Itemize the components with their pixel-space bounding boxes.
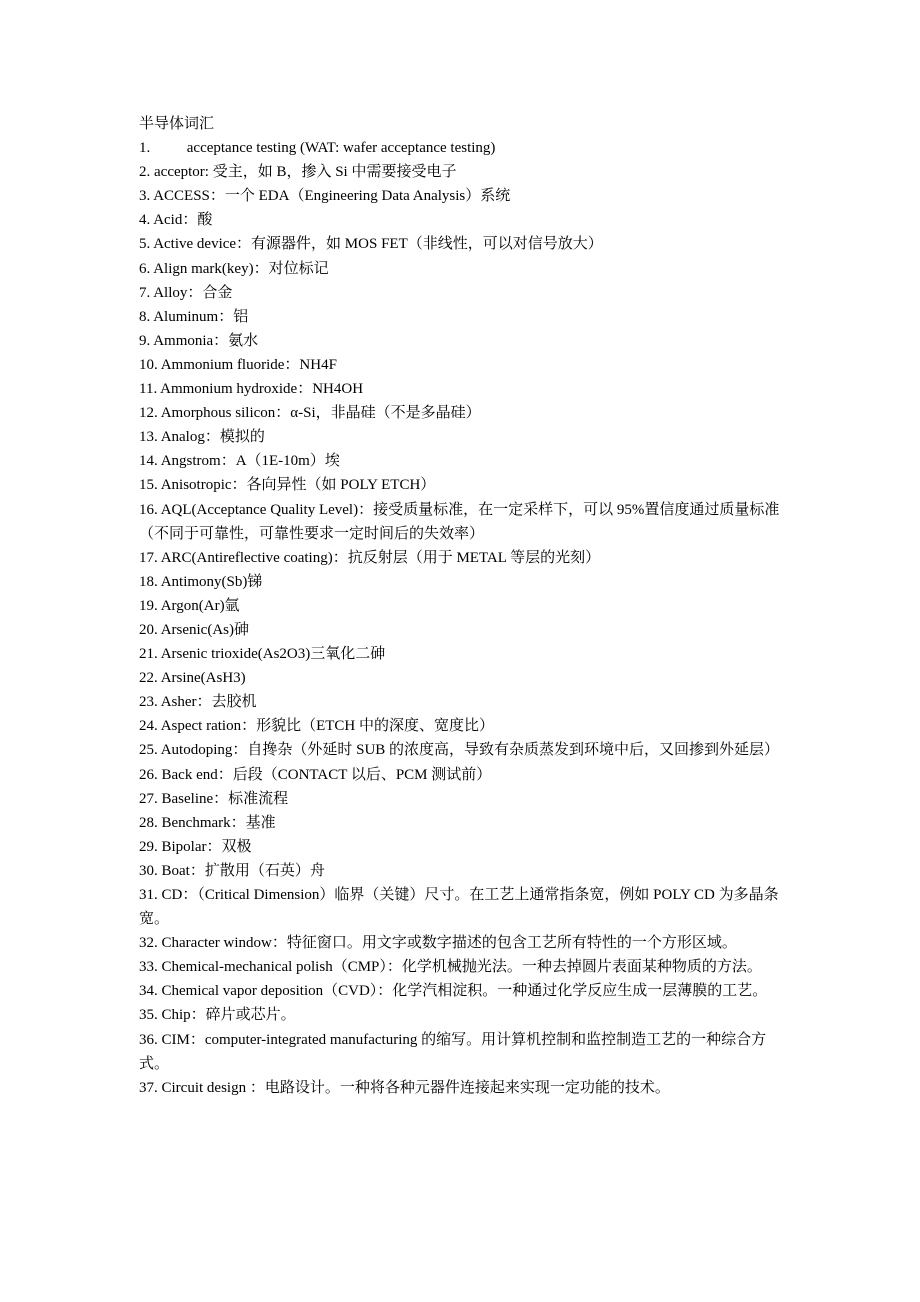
glossary-entry bbox=[139, 160, 787, 184]
document-title: 半导体词汇 bbox=[139, 116, 215, 132]
entry-text: Arsenic trioxide(As2O3)三氧化二砷 bbox=[160, 646, 386, 663]
entry-number: 32. bbox=[139, 935, 158, 952]
entry-text: ACCESS：一个 EDA（Engineering Data Analysis）系统 bbox=[153, 188, 511, 205]
entry-number: 35. bbox=[139, 1007, 158, 1024]
entry-text: CD：（Critical Dimension）临界（关键）尺寸。在工艺上通常指条宽，例如 POLY CD 为多晶条宽。 bbox=[139, 887, 779, 928]
glossary-entry bbox=[139, 594, 787, 618]
entry-text: Active device：有源器件，如 MOS FET（非线性，可以对信号放大） bbox=[153, 236, 603, 253]
entry-text: Bipolar：双极 bbox=[161, 838, 252, 855]
entry-number: 13. bbox=[139, 429, 158, 446]
glossary-entry bbox=[139, 377, 787, 401]
glossary-entry bbox=[139, 1003, 787, 1027]
entry-number: 9. bbox=[139, 332, 151, 349]
entry-number: 11. bbox=[139, 381, 158, 398]
entry-text: Ammonia：氨水 bbox=[153, 332, 259, 349]
entry-number: 15. bbox=[139, 477, 158, 494]
entry-text: Antimony(Sb)锑 bbox=[160, 573, 263, 590]
entry-text: Chemical-mechanical polish（CMP）：化学机械抛光法。一种去掉圆片表面某种物质的方法。 bbox=[161, 959, 762, 976]
glossary-entry bbox=[139, 835, 787, 859]
glossary-entry bbox=[139, 642, 787, 666]
glossary-entry bbox=[139, 714, 787, 738]
glossary-entry bbox=[139, 232, 787, 256]
entry-number: 8. bbox=[139, 308, 151, 325]
entry-number: 21. bbox=[139, 646, 158, 663]
entry-number: 34. bbox=[139, 983, 158, 1000]
glossary-entry bbox=[139, 136, 787, 160]
glossary-entry bbox=[139, 257, 787, 281]
glossary-entry bbox=[139, 859, 787, 883]
glossary-entry bbox=[139, 329, 787, 353]
entry-text: Analog：模拟的 bbox=[160, 429, 265, 446]
entry-text: Character window：特征窗口。用文字或数字描述的包含工艺所有特性的一个方形区域。 bbox=[161, 935, 737, 952]
entry-number: 5. bbox=[139, 236, 151, 253]
entry-text: Circuit design ：电路设计。一种将各种元器件连接起来实现一定功能的技术。 bbox=[161, 1079, 670, 1096]
glossary-entry bbox=[139, 425, 787, 449]
entry-text: Boat：扩散用（石英）舟 bbox=[161, 862, 325, 879]
entry-number: 16. bbox=[139, 501, 158, 518]
entry-number: 27. bbox=[139, 790, 158, 807]
glossary-entry bbox=[139, 208, 787, 232]
entry-text: Angstrom：A（1E-10m）埃 bbox=[160, 453, 340, 470]
glossary-entry bbox=[139, 570, 787, 594]
entry-number: 4. bbox=[139, 212, 151, 229]
entry-text: Chip：碎片或芯片。 bbox=[161, 1007, 296, 1024]
entry-text: Aluminum：铝 bbox=[153, 308, 249, 325]
entry-number: 25. bbox=[139, 742, 158, 759]
entry-number: 7. bbox=[139, 284, 151, 301]
entry-number: 28. bbox=[139, 814, 158, 831]
glossary-entry bbox=[139, 763, 787, 787]
glossary-entry bbox=[139, 1076, 787, 1100]
glossary-entry bbox=[139, 473, 787, 497]
entry-text: Benchmark：基准 bbox=[161, 814, 276, 831]
entry-text: Amorphous silicon：α-Si，非晶硅（不是多晶硅） bbox=[160, 405, 481, 422]
entry-number: 22. bbox=[139, 670, 158, 687]
entry-number: 24. bbox=[139, 718, 158, 735]
entry-text: Back end：后段（CONTACT 以后、PCM 测试前） bbox=[161, 766, 492, 783]
glossary-entry bbox=[139, 184, 787, 208]
entry-text: Arsine(AsH3) bbox=[160, 670, 246, 687]
entry-number: 17. bbox=[139, 549, 158, 566]
glossary-entry bbox=[139, 449, 787, 473]
glossary-entry bbox=[139, 666, 787, 690]
entry-number: 12. bbox=[139, 405, 158, 422]
glossary-entry bbox=[139, 955, 787, 979]
glossary-entry bbox=[139, 498, 787, 546]
entry-text: acceptance testing (WAT: wafer acceptance testing) bbox=[186, 140, 496, 157]
entry-number: 23. bbox=[139, 694, 158, 711]
entry-number: 6. bbox=[139, 260, 151, 277]
glossary-entry bbox=[139, 811, 787, 835]
entry-text: Argon(Ar)氩 bbox=[160, 597, 240, 614]
entry-number: 1. bbox=[139, 140, 151, 157]
entry-number: 14. bbox=[139, 453, 158, 470]
glossary-entry bbox=[139, 281, 787, 305]
entry-text: Anisotropic：各向异性（如 POLY ETCH） bbox=[160, 477, 436, 494]
glossary-entry bbox=[139, 305, 787, 329]
entry-text: Autodoping：自搀杂（外延时 SUB 的浓度高，导致有杂质蒸发到环境中后，又回掺到外延层） bbox=[160, 742, 780, 759]
entry-number: 36. bbox=[139, 1031, 158, 1048]
entry-number: 37. bbox=[139, 1079, 158, 1096]
entry-number: 33. bbox=[139, 959, 158, 976]
glossary-entry bbox=[139, 979, 787, 1003]
entry-number: 29. bbox=[139, 838, 158, 855]
entry-number: 31. bbox=[139, 887, 158, 903]
glossary-entry bbox=[139, 738, 787, 762]
entry-text: Ammonium fluoride：NH4F bbox=[160, 356, 337, 373]
entry-text: Align mark(key)：对位标记 bbox=[153, 260, 329, 277]
entry-text: Alloy：合金 bbox=[153, 284, 233, 301]
entry-number: 18. bbox=[139, 573, 158, 590]
glossary-entry bbox=[139, 353, 787, 377]
entry-text: Acid：酸 bbox=[153, 212, 213, 229]
glossary-entry bbox=[139, 883, 787, 931]
entry-text: ARC(Antireflective coating)：抗反射层（用于 METAL 等层的光刻） bbox=[160, 549, 601, 566]
entry-text: Aspect ration：形貌比（ETCH 中的深度、宽度比） bbox=[160, 718, 494, 735]
glossary-entry bbox=[139, 618, 787, 642]
glossary-list bbox=[139, 136, 787, 1100]
glossary-entry bbox=[139, 546, 787, 570]
entry-number: 3. bbox=[139, 188, 151, 205]
entry-text: Arsenic(As)砷 bbox=[160, 621, 249, 638]
entry-text: acceptor: 受主，如 B，掺入 Si 中需要接受电子 bbox=[154, 164, 457, 181]
entry-text: AQL(Acceptance Quality Level)：接受质量标准，在一定采样下，可以 95%置信度通过质量标准（不同于可靠性，可靠性要求一定时间后的失效率） bbox=[139, 501, 780, 542]
entry-text: Chemical vapor deposition（CVD）：化学汽相淀积。一种通过化学反应生成一层薄膜的工艺。 bbox=[161, 983, 768, 1000]
entry-text: Ammonium hydroxide：NH4OH bbox=[160, 381, 364, 398]
glossary-entry bbox=[139, 690, 787, 714]
glossary-entry bbox=[139, 787, 787, 811]
entry-number: 10. bbox=[139, 356, 158, 373]
entry-number: 26. bbox=[139, 766, 158, 783]
glossary-entry bbox=[139, 931, 787, 955]
entry-number: 19. bbox=[139, 597, 158, 614]
glossary-entry bbox=[139, 1028, 787, 1076]
document-page bbox=[139, 112, 787, 1100]
entry-number: 30. bbox=[139, 862, 158, 879]
entry-number: 2. bbox=[139, 164, 151, 181]
entry-text: Asher：去胶机 bbox=[160, 694, 257, 711]
entry-text: CIM：computer-integrated manufacturing 的缩写。用计算机控制和监控制造工艺的一种综合方式。 bbox=[139, 1031, 767, 1072]
glossary-entry bbox=[139, 401, 787, 425]
entry-text: Baseline：标准流程 bbox=[161, 790, 289, 807]
entry-number: 20. bbox=[139, 621, 158, 638]
